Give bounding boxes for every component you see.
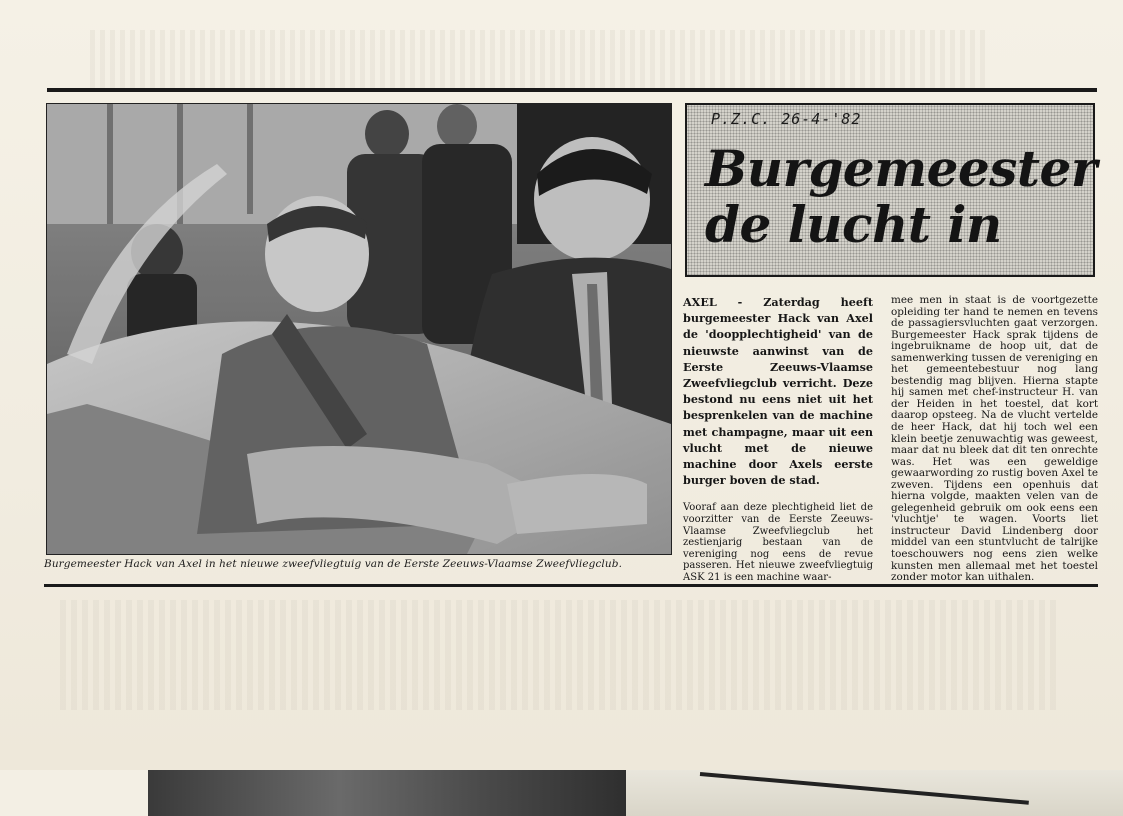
article-column-1 — [683, 294, 873, 584]
article-column-2 — [891, 295, 1098, 584]
headline-line-1: Burgemeester — [705, 139, 1097, 198]
headline — [705, 141, 1095, 253]
photo-illustration — [47, 104, 671, 554]
headline-line-2: de lucht in — [705, 195, 1002, 254]
bottom-rule — [44, 584, 1098, 587]
next-page-photo — [148, 770, 626, 816]
date-stamp: P.Z.C. 26-4-'82 — [711, 110, 862, 128]
next-page-clipping — [626, 770, 1123, 816]
bleed-through-texture — [60, 600, 1060, 710]
lead-paragraph: AXEL - Zaterdag heeft burgemeester Hack van Axel de 'doopplechtigheid' van de nieuwste aanwinst van de Eerste Zeeuws-Vlaamse Zweefvliegclub verricht. Deze bestond nu eens niet uit het besprenkelen van de machine met champagne, maar uit een vlucht met de nieuwe machine door Axels eerste burger boven de stad. — [683, 295, 873, 488]
top-rule — [47, 88, 1097, 92]
headline-box — [685, 103, 1095, 277]
photo-caption: Burgemeester Hack van Axel in het nieuwe zweefvliegtuig van de Eerste Zeeuws-Vlaamse Zweefvliegclub. — [44, 558, 623, 570]
body-paragraph: Vooraf aan deze plechtigheid liet de voorzitter van de Eerste Zeeuws-Vlaamse Zweefvliegclub het zestienjarig bestaan van de vereniging nog eens de revue passeren. Het nieuwe zweefvliegtuig ASK 21 is een machine waar- — [683, 502, 873, 583]
article-photo — [46, 103, 672, 555]
bleed-through-texture — [90, 30, 990, 90]
body-paragraph: mee men in staat is de voortgezette opleiding ter hand te nemen en tevens de passagiersvluchten gaat verzorgen. Burgemeester Hack sprak tijdens de ingebruikname de hoop uit, dat de samenwerking tussen de vereniging en het gemeentebestuur nog lang bestendig mag blijven. Hierna stapte hij samen met chef-instructeur H. van der Heiden in het toestel, dat kort daarop opsteeg. Na de vlucht vertelde de heer Hack, dat hij toch wel een klein beetje zenuwachtig was geweest, maar dat nu bleek dat dit ten onrechte was. Het was een geweldige gewaarwording zo rustig boven Axel te zweven. Tijdens een openhuis dat hierna volgde, maakten velen van de gelegenheid gebruik om ook eens een 'vluchtje' te wagen. Voorts liet instructeur David Lindenberg door middel van een stuntvlucht de talrijke toeschouwers nog eens zien welke kunsten men allemaal met het toestel zonder motor kan uithalen. — [891, 294, 1098, 584]
